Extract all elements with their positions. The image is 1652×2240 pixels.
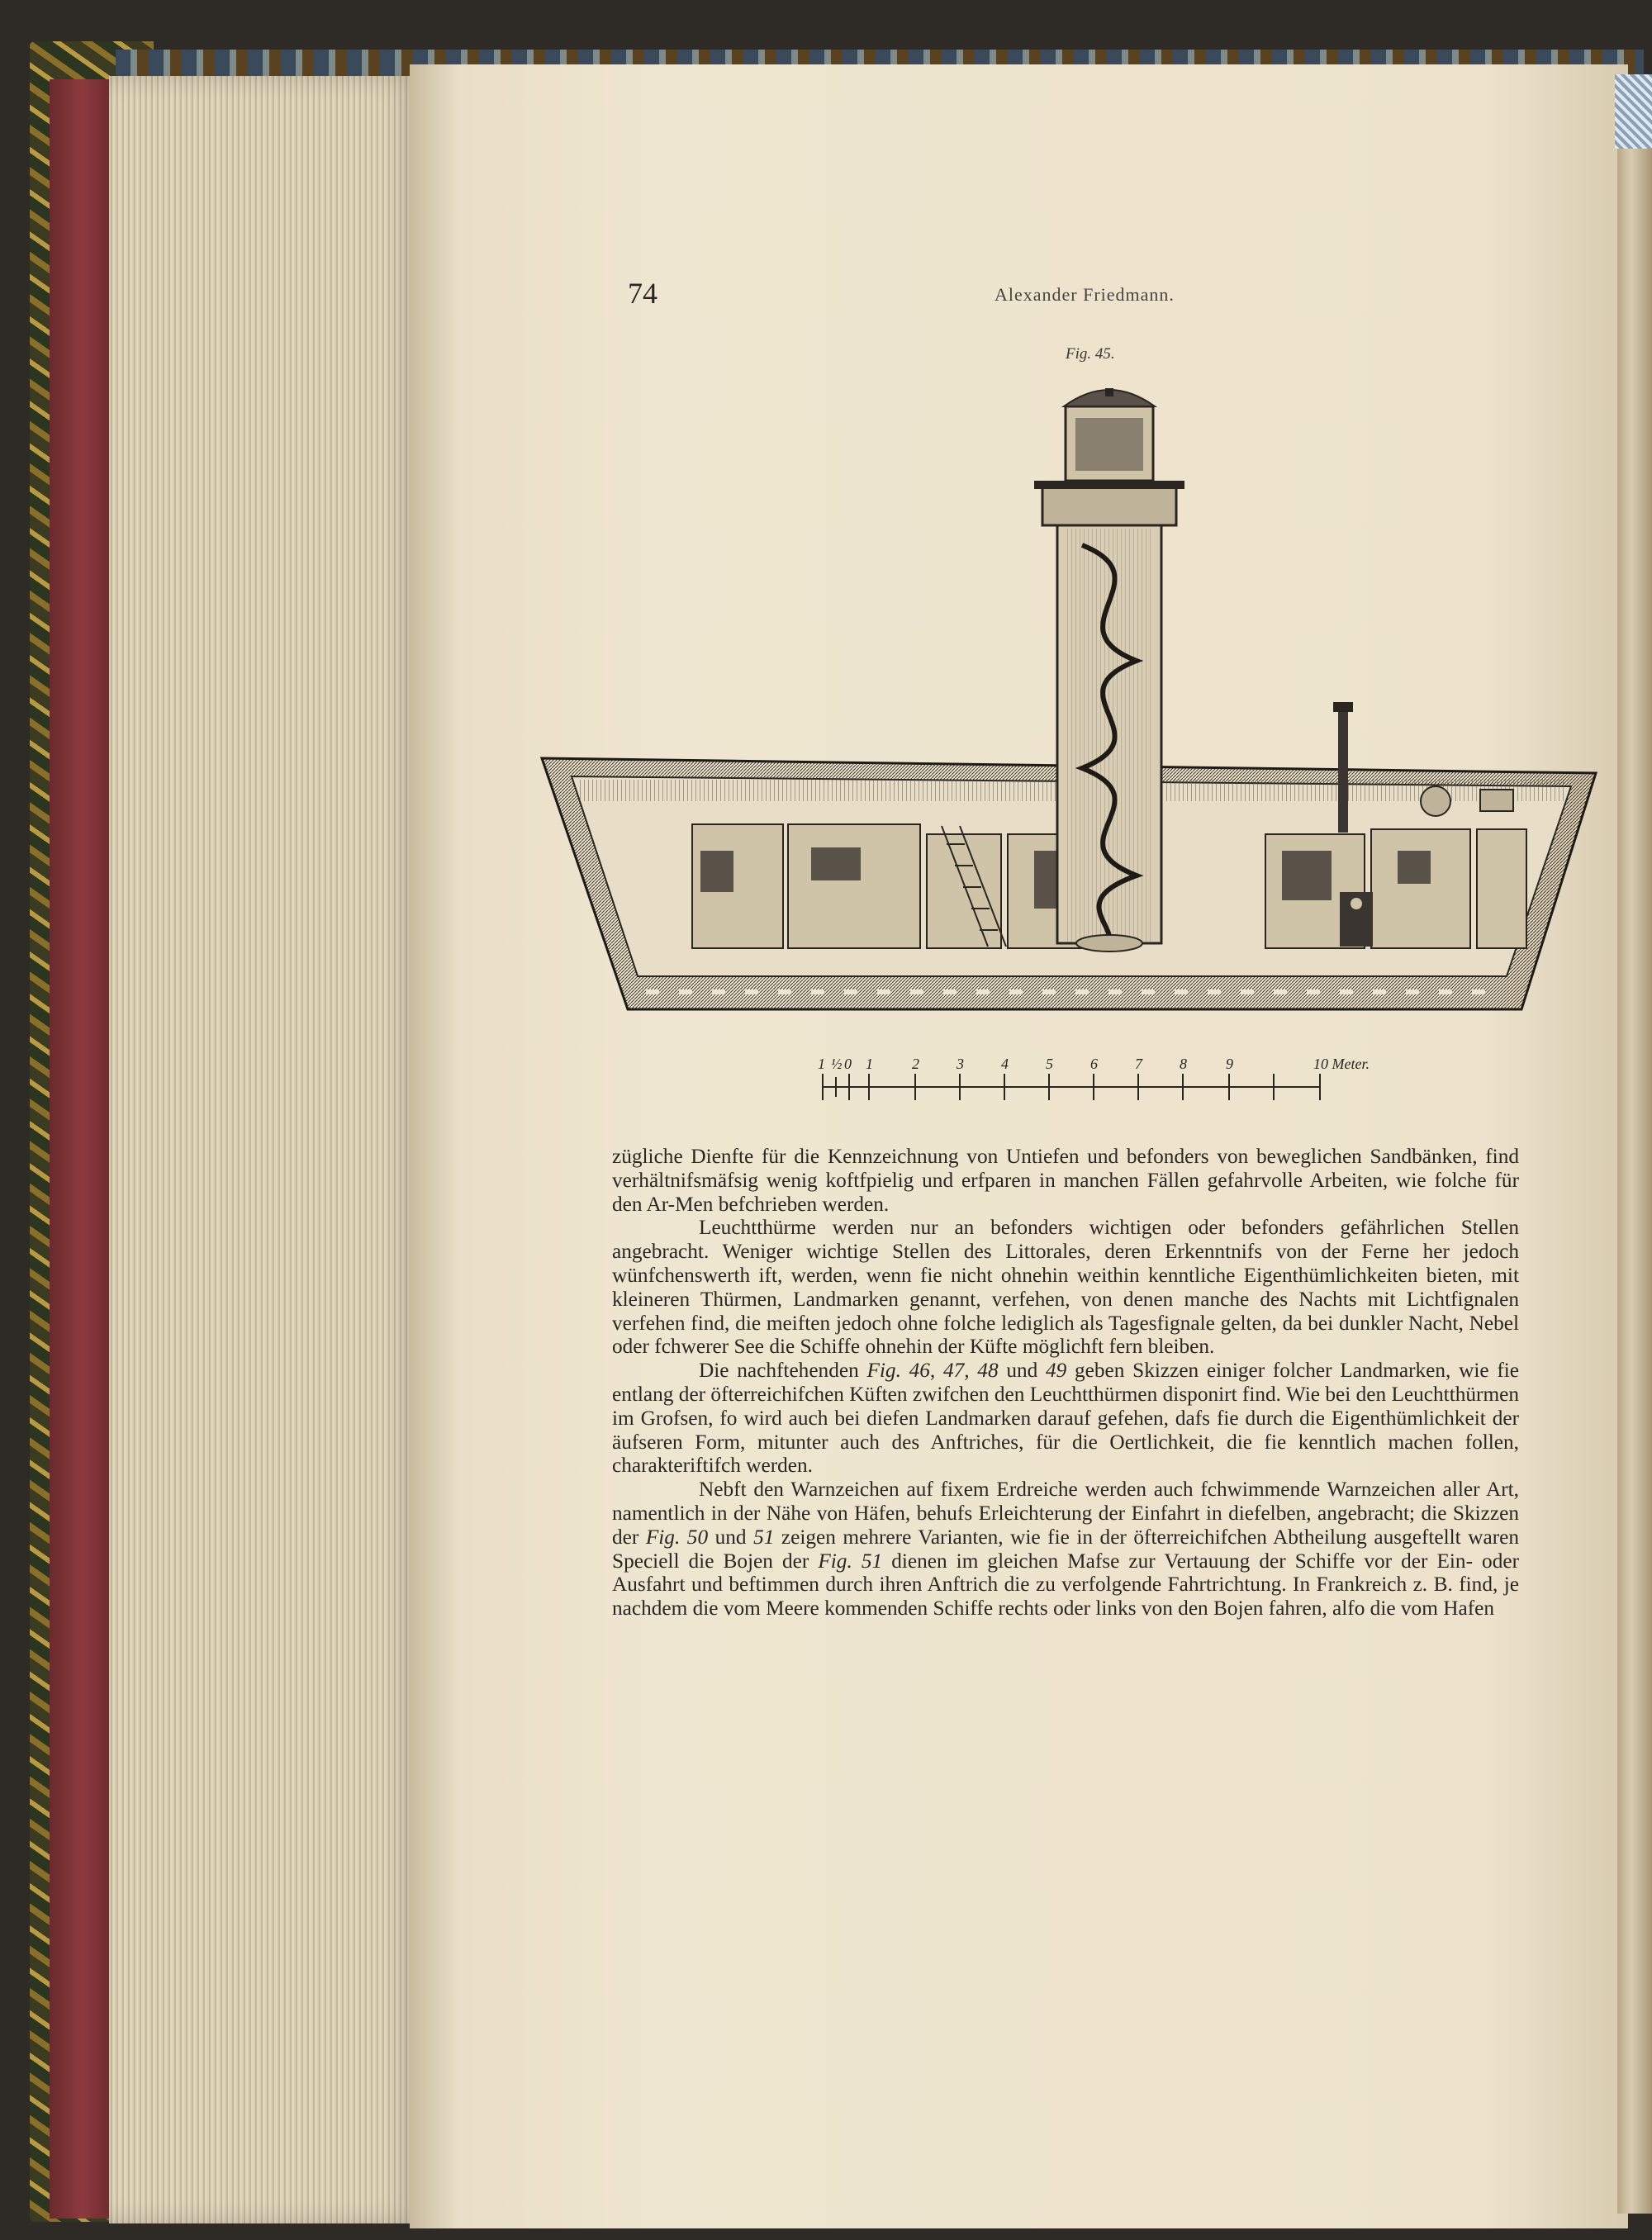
facing-page-edge: [1617, 83, 1652, 2214]
page-stack-edge: [109, 76, 423, 2223]
paragraph-4-text-b: und: [708, 1525, 754, 1549]
paragraph-4-text-c: zeigen mehrere Varianten, wie fie in der öfterreichifchen Abtheilung ausgeftellt waren Speciell die Bojen der: [612, 1525, 1520, 1573]
scale-label-1m: 1: [866, 1056, 873, 1072]
scale-bar: [818, 1056, 1370, 1100]
running-head: Alexander Friedmann.: [995, 284, 1175, 305]
scale-label-6: 6: [1090, 1056, 1098, 1072]
paragraph-4-text-d: dienen im gleichen Mafse zur Vertauung der Schiffe vor der Ein- oder Ausfahrt und beftimmen durch ihren Anftrich die zu verfolgende Fahrtrichtung. In Frankreich z. B. find, je nachdem die vom Meere kommenden Schiffe rechts oder links von den Bojen fahren, alfo die vom Hafen: [612, 1549, 1520, 1621]
scale-label-0: 0: [844, 1056, 852, 1072]
lightship-cross-section-figure: [539, 388, 1597, 1115]
scale-label-10-meter: 10 Meter.: [1313, 1056, 1370, 1072]
figure-caption: Fig. 45.: [1066, 345, 1115, 363]
paragraph-3: [612, 1359, 1519, 1478]
page-number: 74: [628, 277, 657, 310]
figure-reference: Fig. 50: [645, 1525, 709, 1549]
ribbon-label: [1615, 74, 1652, 149]
paragraph-4: [612, 1478, 1519, 1621]
paragraph-4-text-a: Nebft den Warnzeichen auf fixem Erdreiche werden auch fchwimmende Warnzeichen aller Art, namentlich in der Nähe von Häfen, behufs Erleichterung der Einfahrt in diefelben, angebracht; die Skizzen der: [612, 1478, 1519, 1549]
paragraph-1: zügliche Dienfte für die Kennzeichnung von Untiefen und befonders von beweglichen Sandbänken, find verhältnifsmäfsig wenig koftfpielig und erfparen in manchen Fällen gefahrvolle Arbeiten, wie folche für den Ar-Men befchrieben werden.: [612, 1145, 1519, 1216]
paragraph-2: Leuchtthürme werden nur an befonders wichtigen oder befonders gefährlichen Stellen angebracht. Weniger wichtige Stellen des Littorales, deren Erkenntnifs von der Ferne her jedoch wünfchenswerth ift, werden, wenn fie nicht ohnehin weithin kenntliche Eigenthümlichkeiten bieten, mit kleineren Thürmen, Landmarken genannt, verfehen, von denen manche des Nachts mit Lichtfignalen verfehen find, die meiften jedoch ohne folche lediglich als Tagesfignale gelten, da bei dunkler Nacht, Nebel oder fchwerer See die Schiffe ohnehin der Küfte möglichft fern bleiben.: [612, 1216, 1519, 1359]
figure-reference: Fig. 51: [818, 1549, 883, 1573]
paragraph-3-text-a: Die nachftehenden: [699, 1359, 867, 1383]
leather-spine-strip: [50, 79, 114, 2219]
figure-reference: 49: [1046, 1359, 1067, 1383]
scale-label-7: 7: [1135, 1056, 1142, 1072]
scale-label-9: 9: [1226, 1056, 1233, 1072]
scale-label-2: 2: [912, 1056, 919, 1072]
paragraph-3-text-b: und: [998, 1359, 1046, 1383]
scale-label-5: 5: [1046, 1056, 1053, 1072]
scale-label-4: 4: [1001, 1056, 1009, 1072]
body-text: [612, 1145, 1519, 1621]
scale-label-3: 3: [957, 1056, 964, 1072]
lightship-engraving: [539, 388, 1597, 1115]
paragraph-3-text-c: geben Skizzen einiger folcher Landmarken, wie fie entlang der öfterreichifchen Küften zwifchen den Leuchtthürmen disponirt find. Wie bei den Leuchtthürmen im Grofsen, fo wird auch bei diefen Landmarken darauf gefehen, dafs fie durch die Eigenthümlichkeit der äufseren Form, mitunter auch des Anftriches, für die Oertlichkeit, die fie kenntlich machen follen, charakteriftifch werden.: [612, 1359, 1520, 1478]
figure-reference: Fig. 46, 47, 48: [866, 1359, 999, 1383]
scale-label-1: 1: [818, 1056, 825, 1072]
lighthouse-tower: [1034, 388, 1184, 952]
scale-label-half: ½: [831, 1056, 843, 1072]
figure-reference: 51: [753, 1525, 775, 1549]
scale-label-8: 8: [1180, 1056, 1187, 1072]
